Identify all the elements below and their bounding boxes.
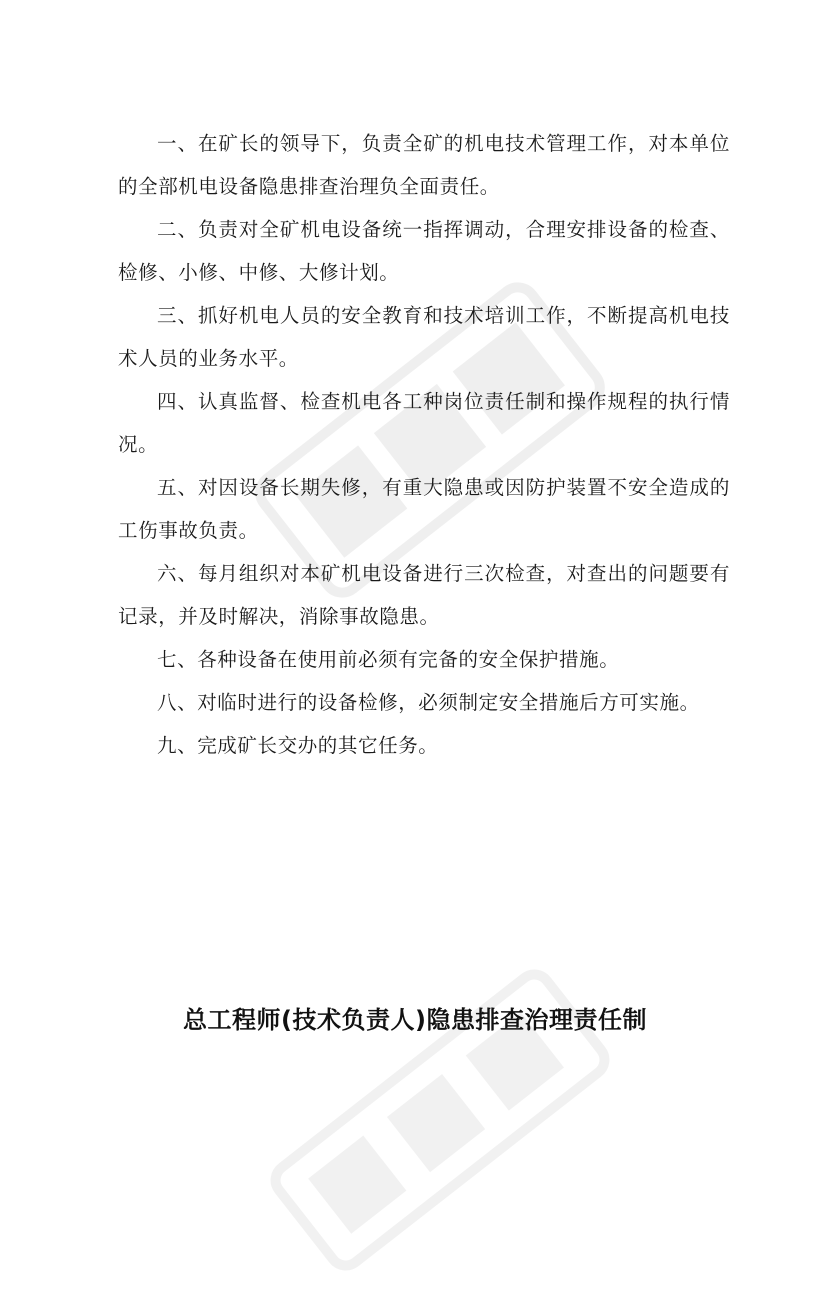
list-item: 八、对临时进行的设备检修，必须制定安全措施后方可实施。 [157, 691, 700, 714]
list-item: 二、负责对全矿机电设备统一指挥调动，合理安排设备的检查、检修、小修、中修、大修计划。 [118, 218, 730, 284]
watermark-logo-icon [249, 946, 631, 1294]
list-item: 一、在矿长的领导下，负责全矿的机电技术管理工作，对本单位的全部机电设备隐患排查治理负全面责任。 [118, 132, 730, 198]
list-item: 三、抓好机电人员的安全教育和技术培训工作，不断提高机电技术人员的业务水平。 [118, 304, 730, 370]
responsibility-list [118, 122, 730, 767]
list-item: 七、各种设备在使用前必须有完备的安全保护措施。 [157, 648, 620, 671]
page-title: 总工程师(技术负责人)隐患排查治理责任制 [183, 1006, 647, 1034]
watermark-bottom [249, 946, 631, 1294]
list-item: 四、认真监督、检查机电各工种岗位责任制和操作规程的执行情况。 [118, 390, 730, 456]
list-item: 六、每月组织对本矿机电设备进行三次检查，对查出的问题要有记录，并及时解决，消除事故隐患。 [118, 562, 730, 628]
list-item: 五、对因设备长期失修，有重大隐患或因防护装置不安全造成的工伤事故负责。 [118, 476, 730, 542]
list-item: 九、完成矿长交办的其它任务。 [157, 734, 439, 757]
